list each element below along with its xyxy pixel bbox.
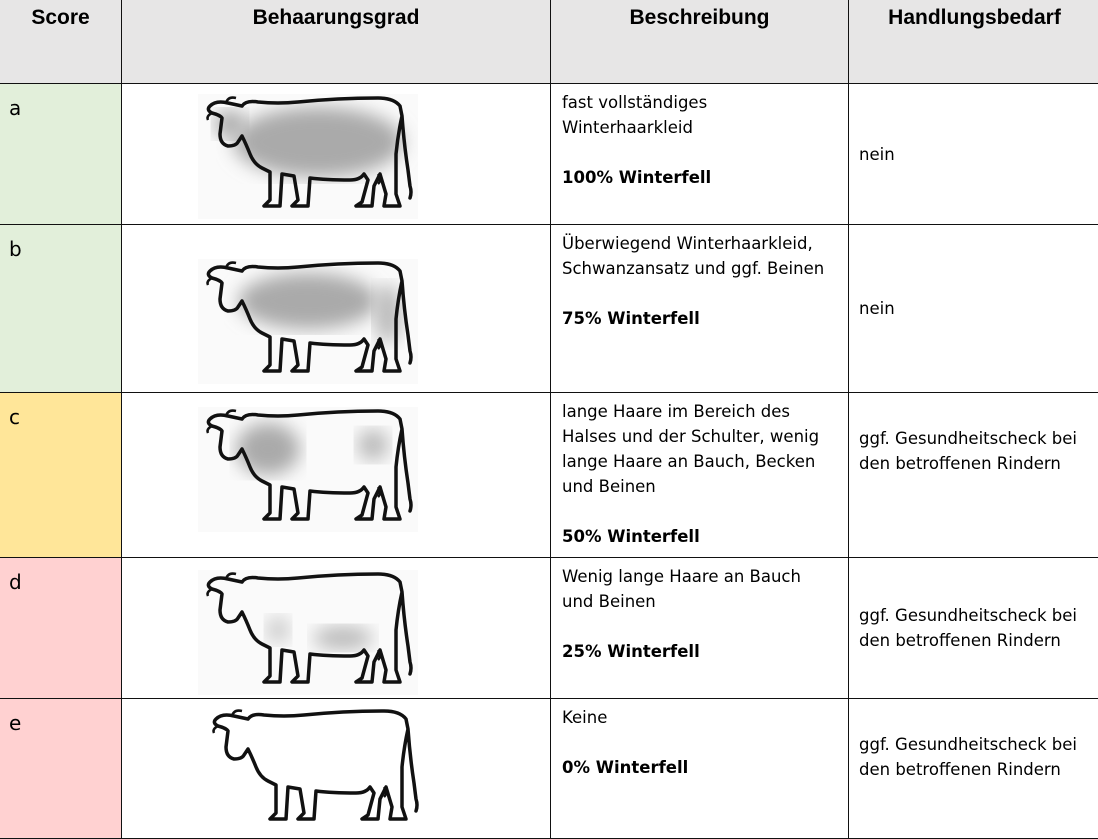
score-cell: a (0, 84, 122, 225)
score-cell: b (0, 225, 122, 393)
description-line: fast vollständiges (562, 90, 836, 115)
table-row (0, 558, 1098, 699)
action-cell (849, 558, 1098, 699)
action-cell (849, 699, 1098, 839)
cow-outline-icon (198, 94, 418, 219)
description-line: Überwiegend Winterhaarkleid, (562, 231, 836, 256)
score-cell: e (0, 699, 122, 839)
table-row (0, 84, 1098, 225)
description-line: Halses und der Schulter, wenig (562, 424, 836, 449)
action-line: den betroffenen Rindern (859, 628, 1098, 653)
description-line: Schwanzansatz und ggf. Beinen (562, 256, 836, 281)
header-row (0, 0, 1098, 84)
description-line: und Beinen (562, 474, 836, 499)
description-cell (551, 558, 849, 699)
percent-label: 50% Winterfell (562, 527, 700, 546)
percent-label: 25% Winterfell (562, 642, 700, 661)
action-line: den betroffenen Rindern (859, 451, 1098, 476)
action-line: ggf. Gesundheitscheck bei (859, 426, 1098, 451)
cow-image-cell (122, 699, 551, 839)
action-cell (849, 225, 1098, 393)
table-row (0, 225, 1098, 393)
description-line: und Beinen (562, 589, 836, 614)
cow-image-cell (122, 558, 551, 699)
percent-label: 75% Winterfell (562, 309, 700, 328)
action-cell (849, 84, 1098, 225)
header-beschreibung: Beschreibung (551, 0, 849, 84)
action-line: ggf. Gesundheitscheck bei (859, 732, 1098, 757)
description-line: Keine (562, 705, 836, 730)
description-cell (551, 393, 849, 558)
action-line: ggf. Gesundheitscheck bei (859, 603, 1098, 628)
description-cell (551, 84, 849, 225)
cow-image-cell (122, 393, 551, 558)
percent-label: 100% Winterfell (562, 168, 711, 187)
description-line: lange Haare an Bauch, Becken (562, 449, 836, 474)
score-cell: d (0, 558, 122, 699)
description-line: lange Haare im Bereich des (562, 399, 836, 424)
action-line: den betroffenen Rindern (859, 757, 1098, 782)
percent-label: 0% Winterfell (562, 758, 688, 777)
description-line: Wenig lange Haare an Bauch (562, 564, 836, 589)
cow-outline-icon (204, 707, 424, 832)
cow-outline-icon (198, 407, 418, 532)
action-line: nein (859, 142, 1098, 167)
description-cell (551, 699, 849, 839)
description-line: Winterhaarkleid (562, 115, 836, 140)
header-handlungsbedarf: Handlungsbedarf (849, 0, 1098, 84)
table-row (0, 699, 1098, 839)
table-row (0, 393, 1098, 558)
header-behaarungsgrad: Behaarungsgrad (122, 0, 551, 84)
action-cell (849, 393, 1098, 558)
action-line: nein (859, 296, 1098, 321)
score-cell: c (0, 393, 122, 558)
cow-image-cell (122, 84, 551, 225)
header-score: Score (0, 0, 122, 84)
cow-outline-icon (198, 259, 418, 384)
description-cell (551, 225, 849, 393)
cow-image-cell (122, 225, 551, 393)
cow-outline-icon (198, 570, 418, 695)
